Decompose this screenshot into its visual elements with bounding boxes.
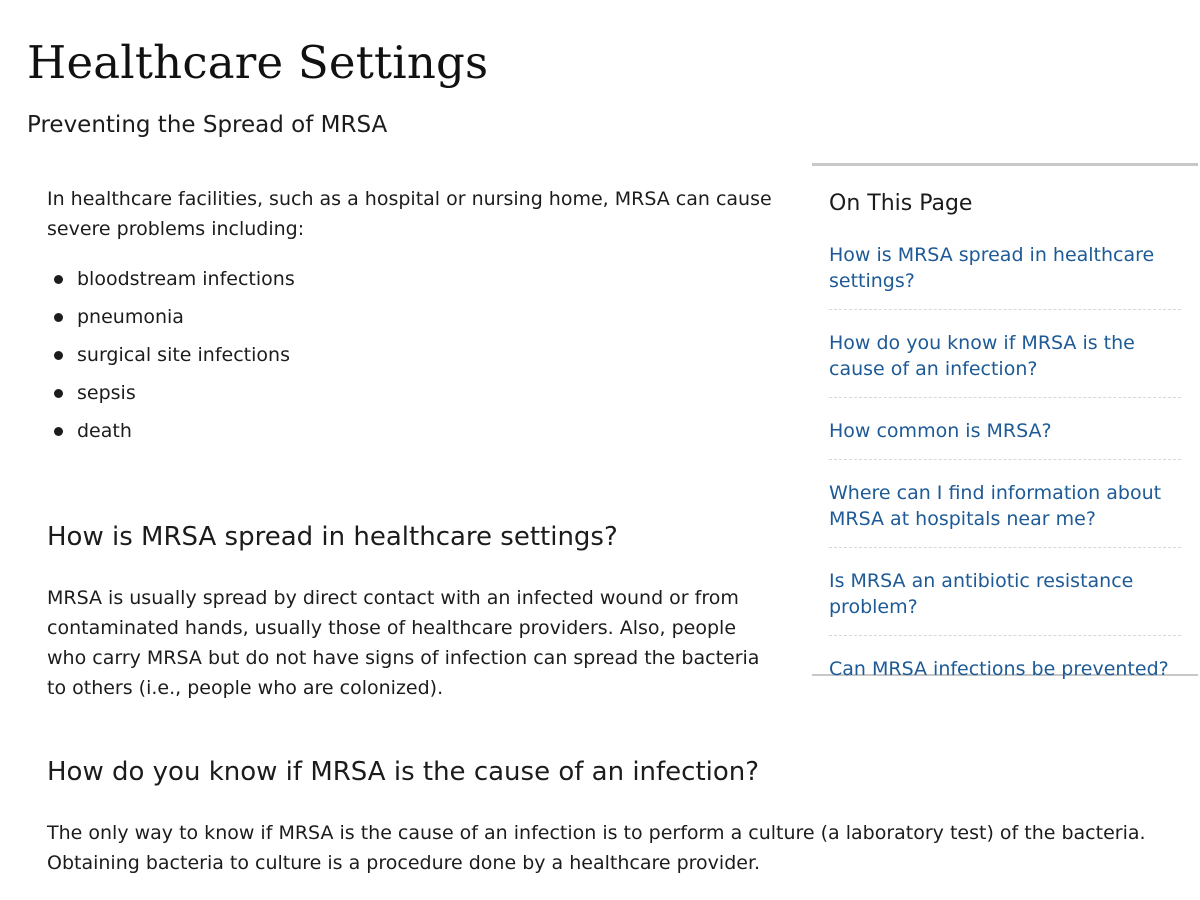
on-this-page-panel xyxy=(812,163,1198,680)
toc-item xyxy=(829,238,1181,310)
toc-link-resistance[interactable]: Is MRSA an antibiotic resistance problem? xyxy=(829,570,1134,618)
page-title: Healthcare Settings xyxy=(27,36,489,89)
section-text-spread: MRSA is usually spread by direct contact with an infected wound or from contaminated hands, usually those of healthcare providers. Also, people who carry MRSA but do not have signs of infection can spread the bacteria to others (i.e., people who are colonized). xyxy=(47,587,760,699)
bullet-icon xyxy=(54,389,63,398)
toc-item xyxy=(829,652,1181,697)
toc-list xyxy=(829,238,1181,697)
toc-link-spread[interactable]: How is MRSA spread in healthcare settings? xyxy=(829,244,1155,292)
list-item-label: bloodstream infections xyxy=(77,268,295,290)
list-item-label: pneumonia xyxy=(77,306,184,328)
list-item-label: death xyxy=(77,420,132,442)
toc-item xyxy=(829,414,1181,460)
toc-item xyxy=(829,564,1181,636)
section-text-cause: The only way to know if MRSA is the cause of an infection is to perform a culture (a laboratory test) of the bacteria. Obtaining bacteria to culture is a procedure done by a healthcare provider. xyxy=(47,822,1146,874)
toc-item xyxy=(829,476,1181,548)
list-item-label: sepsis xyxy=(77,382,136,404)
section-heading-spread: How is MRSA spread in healthcare settings? xyxy=(47,522,618,552)
page-subtitle: Preventing the Spread of MRSA xyxy=(27,112,388,138)
intro-paragraph: In healthcare facilities, such as a hospital or nursing home, MRSA can cause severe problems including: xyxy=(47,188,772,240)
toc-link-common[interactable]: How common is MRSA? xyxy=(829,420,1052,442)
toc-item xyxy=(829,326,1181,398)
toc-link-prevention[interactable]: Can MRSA infections be prevented? xyxy=(829,658,1169,680)
bullet-icon xyxy=(54,313,63,322)
bullet-icon xyxy=(54,351,63,360)
list-item-label: surgical site infections xyxy=(77,344,290,366)
toc-link-cause[interactable]: How do you know if MRSA is the cause of an infection? xyxy=(829,332,1135,380)
toc-link-hospitals[interactable]: Where can I find information about MRSA at hospitals near me? xyxy=(829,482,1162,530)
bullet-icon xyxy=(54,427,63,436)
bullet-icon xyxy=(54,275,63,284)
toc-title: On This Page xyxy=(829,191,973,216)
section-heading-cause: How do you know if MRSA is the cause of an infection? xyxy=(47,757,760,787)
